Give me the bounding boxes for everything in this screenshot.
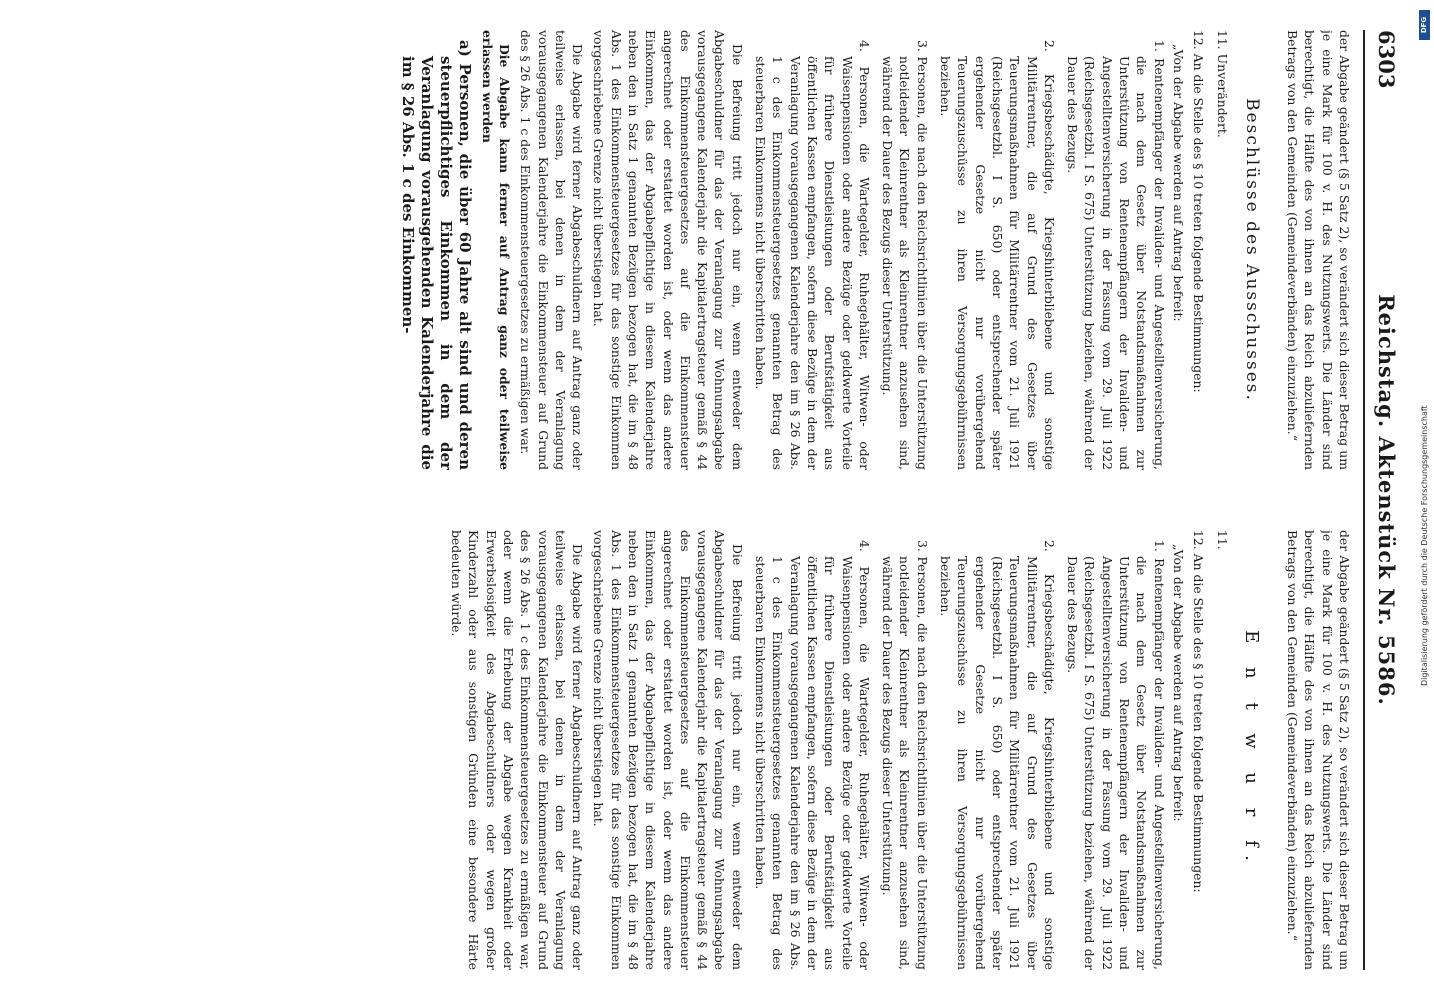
column-beschluesse	[33, 30, 1353, 470]
column-heading: Beschlüsse des Ausschusses.	[1241, 98, 1262, 402]
section-12: 12. An die Stelle des § 10 treten folgende Bestimmungen:	[1191, 530, 1207, 893]
list-item: 4. Personen, die Wartegelder, Ruhegehälter, Witwen- oder Waisenpensionen oder andere Bezüge oder geldwerte Vorteile für frühere Dienstleistungen oder Berufstätigkeit aus öffentlichen Kassen empfangen, sofern diese Bezüge in dem der Veranlagung vorausgegangenen Kalenderjahre den im § 26 Abs. 1 c des Einkommensteuergesetzes genannten Betrag des steuerbaren Einkommens nicht überschritten haben.	[753, 40, 872, 470]
side-credit	[1420, 46, 1430, 686]
running-head: Reichstag. Aktenstück Nr. 5586.	[1374, 294, 1399, 706]
list-item: 4. Personen, die Wartegelder, Ruhegehälter, Witwen- oder Waisenpensionen oder andere Bezüge oder geldwerte Vorteile für frühere Dienstleistungen oder Berufstätigkeit aus öffentlichen Kassen empfangen, sofern diese Bezüge in dem der Veranlagung vorausgegangenen Kalenderjahre den im § 26 Abs. 1 c des Einkommensteuergesetzes genannten Betrag des steuerbaren Einkommens nicht überschritten haben.	[753, 540, 872, 970]
list-item: 2. Kriegsbeschädigte, Kriegshinterbliebene und sonstige Militärrentner, die auf Grund des Gesetzes über Teuerungsmaßnahmen für Militärrentner vom 21. Juli 1921 (Reichsgesetzbl. I S. 650) oder entsprechender später ergehender Gesetze nicht nur vorübergehend Teuerungszuschüsse zu ihren Versorgungsgebührnissen beziehen.	[938, 40, 1057, 470]
page-number: 6303	[1374, 30, 1399, 89]
rotated-page	[20, 30, 1405, 970]
section-11: 11.	[1214, 530, 1230, 550]
paragraph-bold: Die Abgabe kann ferner auf Antrag ganz oder teilweise erlassen werden	[479, 30, 512, 470]
paragraph: Die Befreiung tritt jedoch nur ein, wenn entweder dem Abgabeschuldner für das der Veranlagung zur Wohnungsabgabe vorausgegangene Kalenderjahr die Kapitalertragsteuer gemäß § 44 des Einkommensteuergesetzes auf die Einkommensteuer angerechnet oder erstattet worden ist, oder wenn das andere Einkommen, das der Abgabepflichtige in diesem Kalenderjahre neben den in Satz 1 genannten Bezügen bezogen hat, die im § 48 Abs. 1 des Einkommensteuergesetzes für das sonstige Einkommen vorgeschriebene Grenze nicht überstiegen hat.	[591, 30, 745, 470]
column-entwurf	[33, 530, 1353, 970]
quote-line: „Von der Abgabe werden auf Antrag befreit:	[1170, 544, 1186, 822]
quote-line: „Von der Abgabe werden auf Antrag befreit:	[1170, 44, 1186, 322]
page-header	[1365, 30, 1405, 970]
list-item-bold: a) Personen, die über 60 Jahre alt sind und deren steuerpflichtiges Einkommen in dem der Veranlagung vorausgehenden Kalenderjahre die im § 26 Abs. 1 c des Einkommen-	[399, 40, 475, 470]
section-12: 12. An die Stelle des § 10 treten folgende Bestimmungen:	[1191, 30, 1207, 393]
dfg-logo: DFG	[1419, 10, 1430, 40]
list-item: 3. Personen, die nach den Reichsrichtlinien über die Unterstützung notleidender Kleinrentner als Kleinrentner anzusehen sind, während der Dauer des Bezugs dieser Unterstützung.	[880, 540, 930, 970]
list-item: 2. Kriegsbeschädigte, Kriegshinterbliebene und sonstige Militärrentner, die auf Grund des Gesetzes über Teuerungsmaßnahmen für Militärrentner vom 21. Juli 1921 (Reichsgesetzbl. I S. 650) oder entsprechender später ergehender Gesetze nicht nur vorübergehend Teuerungszuschüsse zu ihren Versorgungsgebührnissen beziehen.	[938, 540, 1057, 970]
credit-text: Digitalisierung gefördert durch die Deutsche Forschungsgemeinschaft	[1420, 405, 1429, 686]
section-11: 11. Unverändert.	[1214, 30, 1230, 138]
intro-paragraph: der Abgabe geändert (§ 5 Satz 2), so verändert sich dieser Betrag um je eine Mark für 100 v. H. des Nutzungswerts. Die Länder sind berechtigt, die Hälfte des von ihnen an das Reich abzuliefernden Betrags von den Gemeinden (Gemeindeverbänden) einzuziehen.“	[1285, 530, 1352, 970]
paragraph: Die Abgabe wird ferner Abgabeschuldnern auf Antrag ganz oder teilweise erlassen, bei denen in dem der Veranlagung vorausgegangenen Kalenderjahre die Einkommensteuer auf Grund des § 26 Abs. 1 c des Einkommensteuergesetzes zu ermäßigen war.	[518, 30, 586, 470]
list-item: 1. Rentenempfänger der Invaliden- und Angestelltenversicherung, die nach dem Gesetz über Notstandsmaßnahmen zur Unterstützung von Rentenempfängern der Invaliden- und Angestelltenversicherung in der Fassung vom 29. Juli 1922 (Reichsgesetzbl. I S. 675) Unterstützung beziehen, während der Dauer des Bezugs.	[1065, 540, 1167, 970]
column-heading: E n t w u r f.	[1240, 630, 1262, 870]
intro-paragraph: der Abgabe geändert (§ 5 Satz 2), so verändert sich dieser Betrag um je eine Mark für 100 v. H. des Nutzungswerts. Die Länder sind berechtigt, die Hälfte des von ihnen an das Reich abzuliefernden Betrags von den Gemeinden (Gemeindeverbänden) einzuziehen.“	[1285, 30, 1352, 470]
list-item: 1. Rentenempfänger der Invaliden- und Angestelltenversicherung, die nach dem Gesetz über Notstandsmaßnahmen zur Unterstützung von Rentenempfängern der Invaliden- und Angestelltenversicherung in der Fassung vom 29. Juli 1922 (Reichsgesetzbl. I S. 675) Unterstützung beziehen, während der Dauer des Bezugs.	[1065, 40, 1167, 470]
paragraph: Die Abgabe wird ferner Abgabeschuldnern auf Antrag ganz oder teilweise erlassen, bei denen in dem der Veranlagung vorausgegangenen Kalenderjahre die Einkommensteuer auf Grund des § 26 Abs. 1 c des Einkommensteuergesetzes zu ermäßigen war, oder wenn die Erhebung der Abgabe wegen Krankheit oder Erwerbslosigkeit des Abgabeschuldners oder wegen großer Kinderzahl oder aus sonstigen Gründen eine besondere Härte bedeuten würde.	[449, 530, 586, 970]
list-item: 3. Personen, die nach den Reichsrichtlinien über die Unterstützung notleidender Kleinrentner als Kleinrentner anzusehen sind, während der Dauer des Bezugs dieser Unterstützung.	[880, 40, 930, 470]
paragraph: Die Befreiung tritt jedoch nur ein, wenn entweder dem Abgabeschuldner für das der Veranlagung zur Wohnungsabgabe vorausgegangene Kalenderjahr die Kapitalertragsteuer gemäß § 44 des Einkommensteuergesetzes auf die Einkommensteuer angerechnet oder erstattet worden ist, oder wenn das andere Einkommen, das der Abgabepflichtige in diesem Kalenderjahre neben den in Satz 1 genannten Bezügen bezogen hat, die im § 48 Abs. 1 des Einkommensteuergesetzes für das sonstige Einkommen vorgeschriebene Grenze nicht überstiegen hat.	[591, 530, 745, 970]
header-rule	[1363, 30, 1365, 970]
